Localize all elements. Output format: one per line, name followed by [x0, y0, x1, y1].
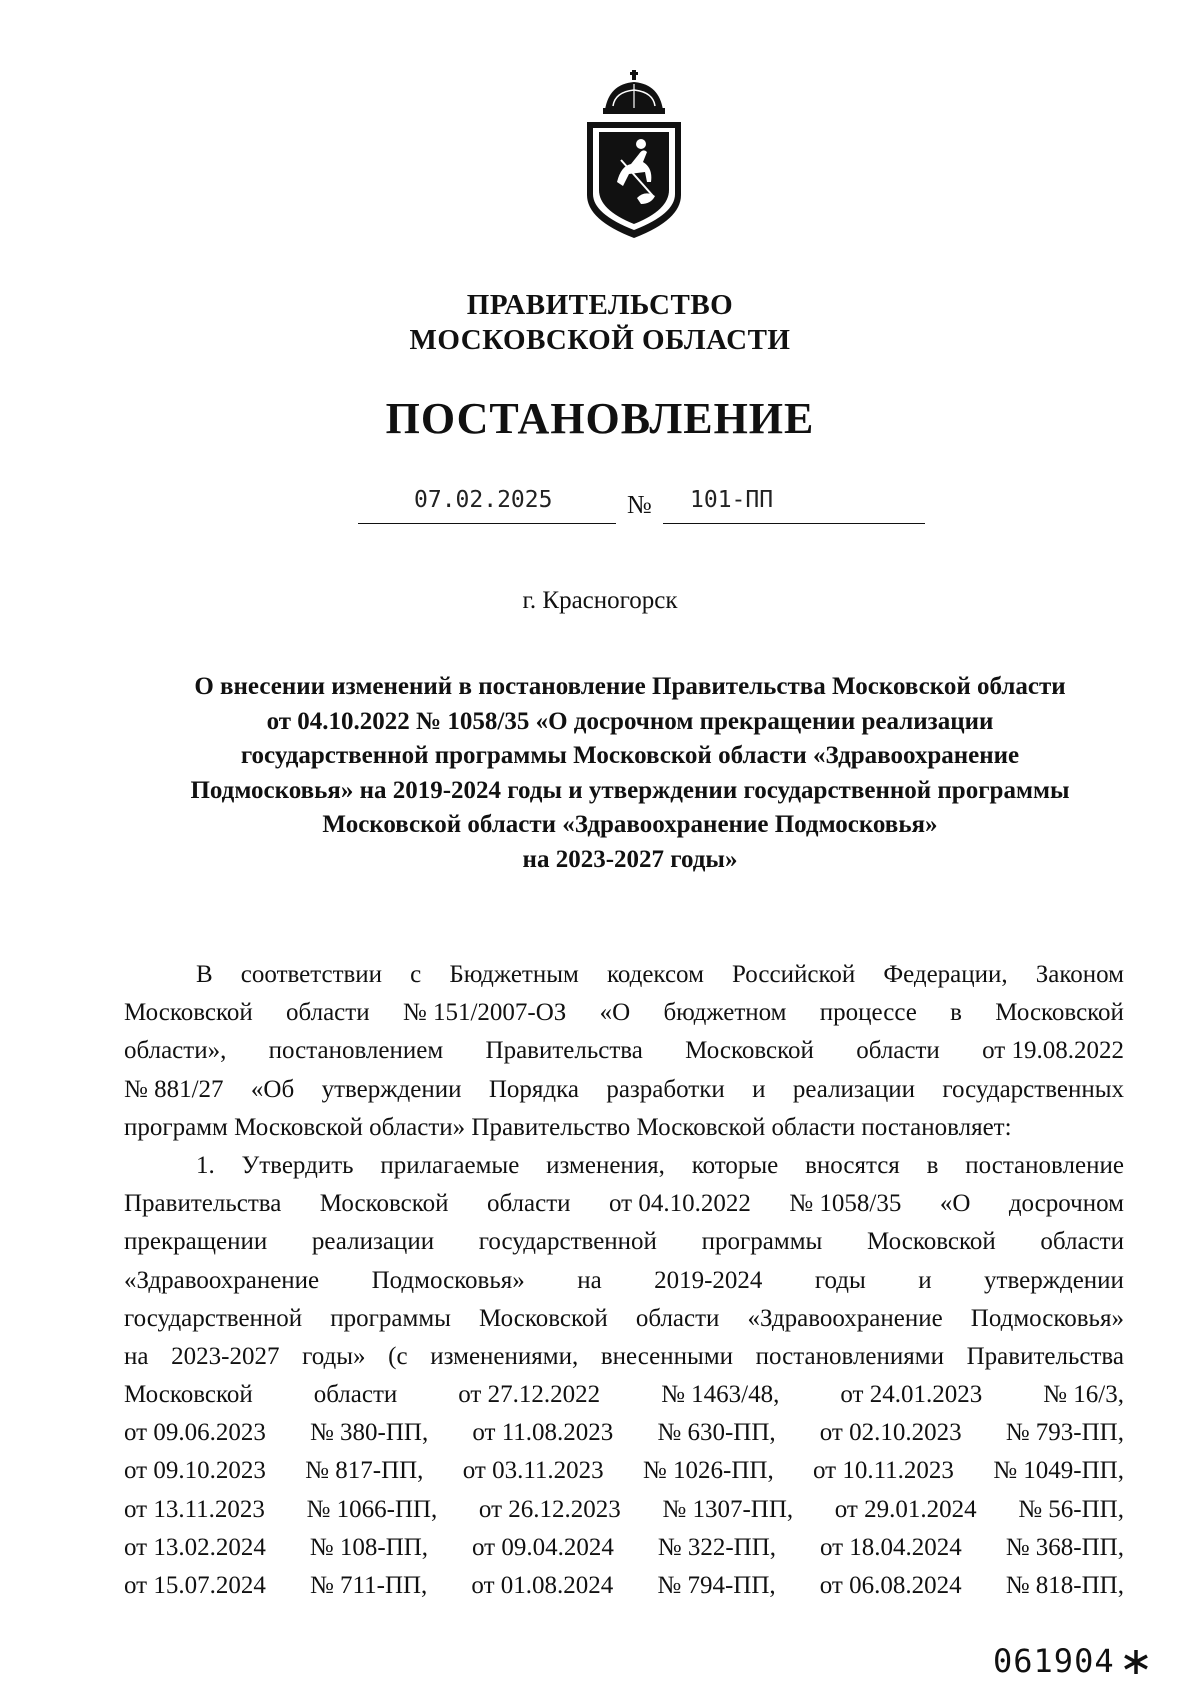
body-word: Московской: [995, 999, 1124, 1027]
title-line: от 04.10.2022 № 1058/35 «О досрочном прекращении реализации: [266, 707, 994, 735]
body-word: № 818-ПП,: [1005, 1572, 1124, 1599]
body-word: Подмосковья»: [371, 1266, 525, 1294]
body-word: (с: [388, 1342, 408, 1370]
body-word: Бюджетным: [449, 961, 579, 988]
body-word: от 26.12.2023: [478, 1495, 621, 1523]
body-word: от 04.10.2022: [608, 1190, 751, 1218]
title-line: государственной программы Московской области «Здравоохранение: [240, 742, 1020, 769]
body-line: [124, 1529, 1124, 1567]
body-word: Российской: [732, 961, 856, 988]
body-line: [124, 1376, 1124, 1414]
document-title: [120, 670, 1140, 877]
body-word: постановлениями: [755, 1342, 944, 1370]
serial-number: 061904: [993, 1642, 1115, 1680]
body-word: Правительства: [124, 1190, 282, 1218]
body-line: [124, 1300, 1124, 1338]
body-word: которые: [691, 1151, 779, 1179]
body-word: реализации: [311, 1228, 435, 1256]
body-line: [124, 1567, 1124, 1605]
body-word: области: [856, 1037, 940, 1065]
body-word: программ Московской области» Правительство Московской области постановляет:: [124, 1113, 1012, 1141]
body-word: Подмосковья»: [970, 1304, 1124, 1332]
asterisk-mark-icon: [1121, 1647, 1151, 1677]
body-word: годы: [814, 1266, 866, 1294]
document-body: [124, 956, 1124, 1605]
body-word: утверждении: [984, 1266, 1124, 1294]
body-word: «Об: [250, 1075, 295, 1103]
body-word: Московской: [867, 1228, 996, 1256]
body-word: от 13.02.2024: [124, 1533, 266, 1561]
body-word: В: [196, 961, 213, 988]
body-word: от 18.04.2024: [819, 1533, 962, 1561]
body-word: от 24.01.2023: [840, 1381, 983, 1409]
body-word: от 03.11.2023: [462, 1457, 604, 1485]
body-word: от 01.08.2024: [471, 1572, 614, 1599]
body-word: Московской: [319, 1190, 449, 1218]
body-word: от 15.07.2024: [124, 1572, 266, 1599]
body-word: от 11.08.2023: [472, 1419, 614, 1447]
body-word: изменениями,: [430, 1342, 579, 1370]
title-line: Московской области «Здравоохранение Подмосковья»: [322, 811, 938, 838]
body-word: от 09.04.2024: [471, 1533, 614, 1561]
body-line: [124, 1147, 1124, 1185]
coat-of-arms-emblem: [581, 70, 687, 240]
body-word: № 817-ПП,: [305, 1457, 424, 1485]
body-word: № 711-ПП,: [309, 1572, 428, 1599]
body-word: внесенными: [600, 1342, 734, 1370]
body-word: утверждении: [321, 1075, 462, 1103]
body-word: от 02.10.2023: [819, 1419, 962, 1447]
body-word: № 368-ПП,: [1005, 1533, 1124, 1561]
body-word: Порядка: [488, 1075, 579, 1103]
body-word: вносятся: [805, 1151, 900, 1179]
body-line: [124, 956, 1124, 994]
body-word: № 56-ПП,: [1018, 1495, 1124, 1523]
title-line: на 2023-2027 годы»: [522, 845, 738, 873]
body-line: [124, 1032, 1124, 1070]
body-word: и: [918, 1266, 932, 1294]
body-word: от 09.10.2023: [124, 1457, 266, 1485]
body-line: [124, 1262, 1124, 1300]
body-word: прилагаемые: [380, 1151, 520, 1179]
body-word: № 1049-ПП,: [993, 1457, 1124, 1485]
body-word: постановлением: [268, 1037, 444, 1065]
body-word: от 13.11.2023: [124, 1495, 265, 1523]
body-word: 2019-2024: [654, 1266, 763, 1294]
body-word: прекращении: [124, 1228, 268, 1256]
government-name-line2: МОСКОВСКОЙ ОБЛАСТИ: [409, 324, 791, 356]
body-word: «Здравоохранение: [747, 1304, 943, 1332]
body-word: № 881/27: [124, 1075, 224, 1103]
body-word: на: [577, 1266, 602, 1294]
body-word: бюджетном: [663, 999, 787, 1027]
body-word: Правительства: [485, 1037, 643, 1065]
body-word: 2023-2027: [171, 1342, 280, 1370]
body-word: № 630-ПП,: [657, 1419, 776, 1447]
title-line: Подмосковья» на 2019-2024 годы и утверждении государственной программы: [190, 776, 1070, 804]
body-word: Московской: [685, 1037, 814, 1065]
body-word: № 1026-ПП,: [642, 1457, 774, 1485]
document-type-heading: ПОСТАНОВЛЕНИЕ: [385, 394, 815, 443]
body-line: [124, 1071, 1124, 1109]
body-word: «О: [599, 999, 631, 1027]
body-word: в: [926, 1151, 939, 1179]
body-word: разработки: [606, 1075, 725, 1103]
city-line: г. Красногорск: [522, 587, 678, 614]
body-word: кодексом: [606, 961, 704, 988]
body-line: [124, 1223, 1124, 1261]
body-word: государственной: [124, 1304, 303, 1332]
government-name-line1: ПРАВИТЕЛЬСТВО: [466, 289, 734, 321]
body-word: на: [124, 1342, 149, 1370]
body-word: от 09.06.2023: [124, 1419, 266, 1447]
body-word: области: [486, 1190, 571, 1218]
body-word: от 10.11.2023: [813, 1457, 954, 1485]
body-word: досрочном: [1008, 1190, 1124, 1218]
body-word: № 16/3,: [1043, 1381, 1124, 1409]
body-line: [124, 1452, 1124, 1490]
body-word: от 27.12.2022: [458, 1381, 601, 1409]
number-sign: №: [627, 490, 652, 519]
body-word: постановление: [965, 1151, 1124, 1179]
body-word: «Здравоохранение: [124, 1266, 320, 1294]
body-line: [124, 1109, 1124, 1147]
body-line: [124, 1338, 1124, 1376]
body-word: программы: [701, 1228, 823, 1256]
body-word: «О: [939, 1190, 971, 1218]
body-word: государственных: [942, 1075, 1124, 1103]
body-word: государственной: [478, 1228, 657, 1256]
body-word: Законом: [1035, 961, 1124, 988]
body-word: области: [313, 1381, 398, 1409]
body-word: области: [286, 999, 370, 1027]
body-word: от 19.08.2022: [982, 1037, 1124, 1065]
body-word: Правительства: [966, 1342, 1124, 1370]
body-word: 1.: [196, 1151, 215, 1179]
body-line: [124, 1185, 1124, 1223]
body-word: № 322-ПП,: [657, 1533, 777, 1561]
body-word: от 06.08.2024: [819, 1572, 962, 1599]
body-word: № 1066-ПП,: [306, 1495, 438, 1523]
body-word: № 793-ПП,: [1005, 1419, 1124, 1447]
body-word: реализации: [792, 1075, 916, 1103]
body-line: [124, 1414, 1124, 1452]
body-word: области»,: [124, 1037, 227, 1065]
body-word: с: [410, 961, 422, 988]
body-word: и: [752, 1075, 766, 1103]
document-date: 07.02.2025: [414, 487, 553, 513]
body-line: [124, 1491, 1124, 1529]
body-word: № 1463/48,: [661, 1381, 780, 1409]
body-word: области: [1040, 1228, 1124, 1256]
body-word: области: [635, 1304, 720, 1332]
body-word: процессе: [819, 999, 917, 1027]
body-word: № 1307-ПП,: [662, 1495, 794, 1523]
body-line: [124, 994, 1124, 1032]
body-word: Утвердить: [241, 1151, 354, 1179]
body-word: № 380-ПП,: [309, 1419, 429, 1447]
body-word: № 151/2007-ОЗ: [402, 999, 567, 1027]
body-word: Федерации,: [883, 961, 1008, 988]
body-word: № 108-ПП,: [309, 1533, 429, 1561]
body-word: № 1058/35: [789, 1190, 902, 1218]
body-word: программы: [330, 1304, 451, 1332]
body-word: Московской: [124, 999, 253, 1027]
title-line: О внесении изменений в постановление Правительства Московской области: [194, 673, 1066, 700]
document-number: 101-ПП: [690, 487, 774, 513]
body-word: от 29.01.2024: [834, 1495, 977, 1523]
body-word: № 794-ПП,: [657, 1572, 776, 1599]
body-word: Московской: [124, 1381, 253, 1409]
body-word: годы»: [302, 1342, 366, 1370]
body-word: соответствии: [240, 961, 383, 988]
body-word: изменения,: [546, 1151, 665, 1179]
body-word: Московской: [479, 1304, 608, 1332]
body-word: в: [950, 999, 962, 1027]
